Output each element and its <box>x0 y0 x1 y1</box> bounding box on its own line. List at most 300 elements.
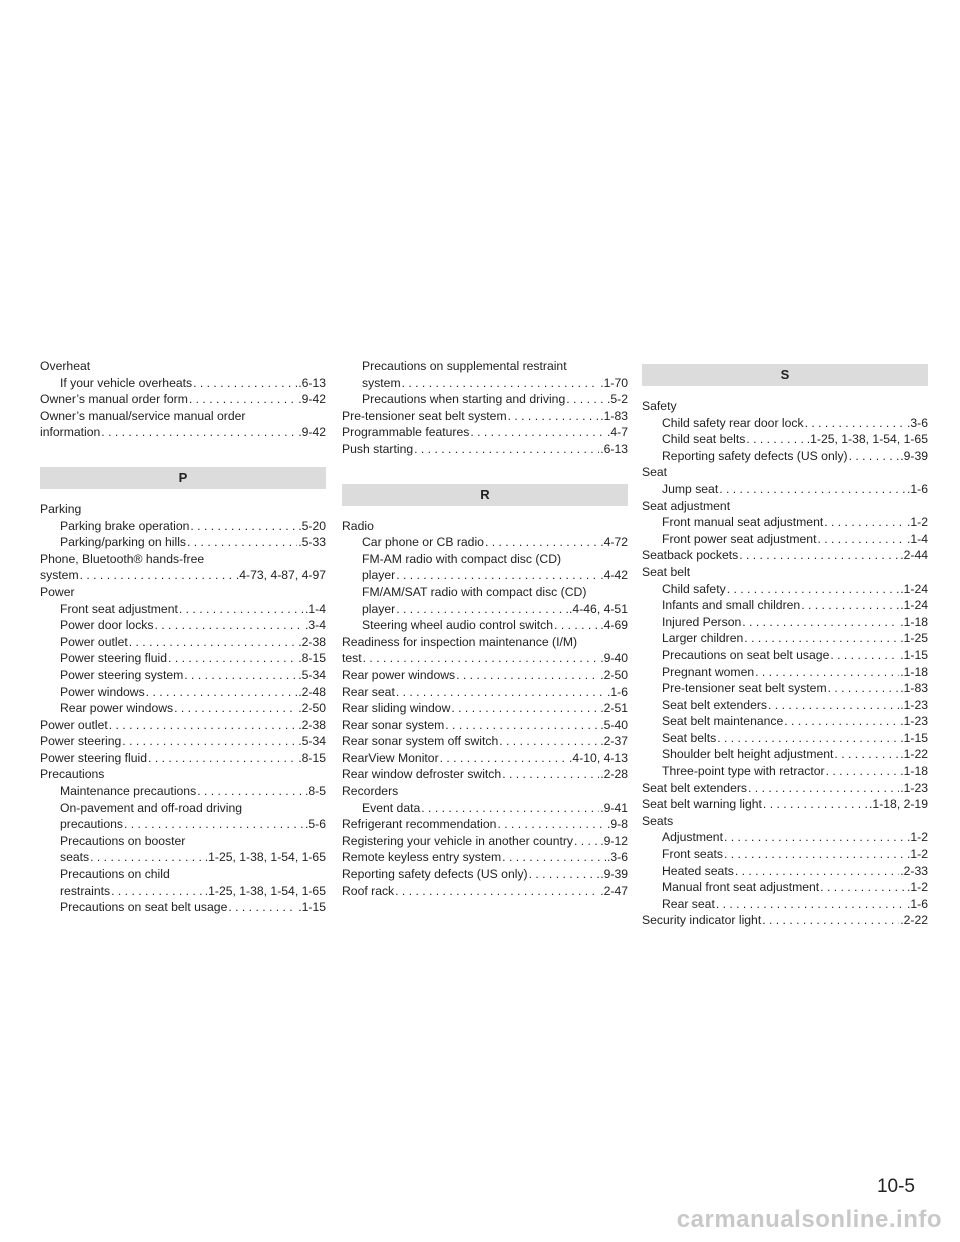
dot-leader <box>805 415 906 432</box>
entry-page-ref: .4-69 <box>600 618 628 633</box>
index-column-2 <box>342 358 628 899</box>
index-entry <box>40 684 326 701</box>
index-entry <box>642 763 928 780</box>
dot-leader <box>744 630 899 647</box>
entry-page-ref: .9-8 <box>606 817 628 832</box>
entry-term: Heated seats <box>662 863 734 878</box>
index-entry: Seat adjustment <box>642 498 731 513</box>
entry-page-ref: .1-4 <box>906 531 928 546</box>
index-entry <box>40 424 326 441</box>
entry-page-ref: .2-37 <box>600 734 628 749</box>
entry-term: system <box>40 568 79 583</box>
entry-term: Infants and small children <box>662 598 801 613</box>
index-entry: Precautions on booster <box>60 833 186 848</box>
index-entry <box>342 766 628 783</box>
dot-leader <box>727 581 900 598</box>
entry-page-ref: .1-18 <box>900 764 928 779</box>
index-entry <box>342 617 628 634</box>
index-entry: Precautions on child <box>60 867 170 882</box>
index-column-1 <box>40 358 326 916</box>
entry-page-ref: .4-73, 4-87, 4-97 <box>235 568 326 583</box>
dot-leader <box>735 863 899 880</box>
dot-leader <box>826 763 900 780</box>
dot-leader <box>363 650 600 667</box>
dot-leader <box>184 667 297 684</box>
index-entry: Seat <box>642 465 668 480</box>
entry-term: Event data <box>362 800 421 815</box>
index-entry <box>342 424 628 441</box>
dot-leader <box>716 896 906 913</box>
entry-term: Security indicator light <box>642 913 762 928</box>
index-entry <box>642 431 928 448</box>
index-entry: Power <box>40 584 75 599</box>
entry-term: system <box>362 375 401 390</box>
dot-leader <box>762 912 899 929</box>
dot-leader <box>124 816 304 833</box>
dot-leader <box>719 481 906 498</box>
index-entry <box>642 448 928 465</box>
watermark-logo: carmanualsonline.info <box>676 1206 942 1233</box>
entry-page-ref: .5-40 <box>600 717 628 732</box>
index-group <box>342 518 628 900</box>
dot-leader <box>830 647 899 664</box>
entry-term: Rear seat <box>342 684 395 699</box>
dot-leader <box>396 684 606 701</box>
dot-leader <box>763 796 868 813</box>
entry-page-ref: .2-33 <box>900 863 928 878</box>
index-column-3 <box>642 358 928 929</box>
dot-leader <box>724 846 906 863</box>
entry-page-ref: .3-4 <box>304 618 326 633</box>
entry-page-ref: .1-83 <box>900 681 928 696</box>
index-entry <box>642 547 928 564</box>
entry-term: Front seat adjustment <box>60 601 178 616</box>
entry-page-ref: .2-28 <box>600 767 628 782</box>
entry-page-ref: .2-50 <box>298 701 326 716</box>
entry-term: Child safety rear door lock <box>662 415 804 430</box>
dot-leader <box>197 783 304 800</box>
dot-leader <box>508 408 600 425</box>
entry-term: Precautions on seat belt usage <box>60 900 228 915</box>
dot-leader <box>824 514 906 531</box>
entry-term: Power windows <box>60 684 145 699</box>
entry-page-ref: .2-51 <box>600 701 628 716</box>
dot-leader <box>746 431 805 448</box>
entry-term: Pre-tensioner seat belt system <box>662 681 827 696</box>
index-entry <box>40 391 326 408</box>
dot-leader <box>470 424 606 441</box>
index-entry <box>642 647 928 664</box>
letter-heading-r: R <box>342 484 628 506</box>
dot-leader <box>445 717 599 734</box>
index-entry <box>342 816 628 833</box>
entry-page-ref: .5-33 <box>298 535 326 550</box>
entry-page-ref: .8-15 <box>298 651 326 666</box>
index-entry <box>642 829 928 846</box>
index-entry <box>642 863 928 880</box>
dot-leader <box>129 634 297 651</box>
dot-leader <box>755 664 899 681</box>
entry-page-ref: .1-2 <box>906 847 928 862</box>
index-entry <box>642 697 928 714</box>
entry-page-ref: .1-15 <box>900 647 928 662</box>
index-entry <box>40 700 326 717</box>
dot-leader <box>111 883 204 900</box>
dot-leader <box>396 601 568 618</box>
index-entry <box>642 680 928 697</box>
entry-page-ref: .9-39 <box>900 448 928 463</box>
entry-term: Roof rack <box>342 883 395 898</box>
index-entry <box>342 567 628 584</box>
index-entry <box>642 630 928 647</box>
dot-leader <box>502 849 606 866</box>
index-entry <box>642 780 928 797</box>
index-entry: Recorders <box>342 784 399 799</box>
entry-term: Pregnant women <box>662 664 755 679</box>
letter-heading-p: P <box>40 467 326 489</box>
index-entry <box>642 879 928 896</box>
entry-term: Child seat belts <box>662 432 746 447</box>
dot-leader <box>574 833 599 850</box>
entry-term: Seatback pockets <box>642 548 739 563</box>
index-entry <box>40 717 326 734</box>
index-entry <box>40 601 326 618</box>
entry-page-ref: .2-50 <box>600 667 628 682</box>
entry-term: Seat belt warning light <box>642 797 762 812</box>
entry-term: Owner’s manual order form <box>40 392 188 407</box>
entry-term: Refrigerant recommendation <box>342 817 497 832</box>
entry-page-ref: .2-44 <box>900 548 928 563</box>
dot-leader <box>739 547 899 564</box>
entry-term: Injured Person <box>662 614 742 629</box>
index-entry: Safety <box>642 399 677 413</box>
entry-page-ref: .1-6 <box>606 684 628 699</box>
entry-page-ref: .5-34 <box>298 734 326 749</box>
dot-leader <box>90 849 204 866</box>
dot-leader <box>497 816 606 833</box>
index-entry <box>342 866 628 883</box>
entry-term: Rear seat <box>662 896 715 911</box>
index-entry <box>642 581 928 598</box>
index-entry <box>642 796 928 813</box>
index-entry: Readiness for inspection maintenance (I/M) <box>342 634 578 649</box>
entry-term: Power outlet <box>60 634 128 649</box>
entry-page-ref: .4-10, 4-13 <box>569 750 628 765</box>
dot-leader <box>485 534 599 551</box>
entry-term: Front manual seat adjustment <box>662 515 824 530</box>
entry-page-ref: .5-2 <box>606 392 628 407</box>
entry-page-ref: .3-6 <box>906 415 928 430</box>
entry-page-ref: .9-42 <box>298 392 326 407</box>
entry-page-ref: .1-25, 1-38, 1-54, 1-65 <box>204 850 326 865</box>
entry-page-ref: .5-6 <box>304 817 326 832</box>
entry-page-ref: .1-23 <box>900 714 928 729</box>
entry-term: information <box>40 425 101 440</box>
entry-page-ref: .1-24 <box>900 598 928 613</box>
dot-leader <box>724 829 906 846</box>
entry-term: Front seats <box>662 847 723 862</box>
index-entry <box>40 750 326 767</box>
entry-term: Seat belt maintenance <box>662 714 784 729</box>
entry-page-ref: .4-72 <box>600 535 628 550</box>
index-entry <box>342 833 628 850</box>
index-entry <box>342 441 628 458</box>
dot-leader <box>566 391 606 408</box>
dot-leader <box>187 534 297 551</box>
entry-term: Rear window defroster switch <box>342 767 502 782</box>
entry-page-ref: .4-46, 4-51 <box>569 601 628 616</box>
entry-term: Push starting <box>342 441 414 456</box>
index-entry: Phone, Bluetooth® hands-free <box>40 551 205 566</box>
entry-page-ref: .1-25, 1-38, 1-54, 1-65 <box>806 432 928 447</box>
index-entry: Overheat <box>40 359 91 373</box>
index-entry <box>642 514 928 531</box>
index-entry <box>40 816 326 833</box>
index-entry <box>40 849 326 866</box>
index-entry <box>342 375 628 392</box>
entry-term: Three-point type with retractor <box>662 764 825 779</box>
dot-leader <box>440 750 568 767</box>
dot-leader <box>122 733 297 750</box>
entry-page-ref: .1-23 <box>900 780 928 795</box>
index-entry <box>342 391 628 408</box>
index-entry: Radio <box>342 518 374 533</box>
dot-leader <box>174 700 297 717</box>
entry-page-ref: .1-24 <box>900 581 928 596</box>
entry-page-ref: .1-15 <box>900 730 928 745</box>
entry-page-ref: .4-42 <box>600 568 628 583</box>
entry-page-ref: .1-23 <box>900 697 928 712</box>
entry-page-ref: .6-13 <box>298 375 326 390</box>
index-entry: Owner’s manual/service manual order <box>40 408 246 423</box>
dot-leader <box>179 601 304 618</box>
index-group <box>642 398 928 929</box>
dot-leader <box>768 697 899 714</box>
entry-term: If your vehicle overheats <box>60 375 193 390</box>
entry-term: Seat belt extenders <box>662 697 768 712</box>
entry-page-ref: .1-83 <box>600 408 628 423</box>
dot-leader <box>148 750 297 767</box>
entry-page-ref: .8-5 <box>304 784 326 799</box>
entry-term: Power steering fluid <box>40 750 148 765</box>
dot-leader <box>784 713 899 730</box>
index-entry <box>40 650 326 667</box>
entry-term: Programmable features <box>342 425 470 440</box>
index-entry <box>342 408 628 425</box>
entry-page-ref: .2-38 <box>298 634 326 649</box>
index-entry <box>642 597 928 614</box>
index-entry <box>40 883 326 900</box>
dot-leader <box>421 800 599 817</box>
entry-term: Power door locks <box>60 618 154 633</box>
index-entry <box>342 534 628 551</box>
index-entry <box>40 634 326 651</box>
entry-term: Jump seat <box>662 481 719 496</box>
index-entry <box>40 567 326 584</box>
entry-page-ref: .2-38 <box>298 717 326 732</box>
dot-leader <box>529 866 600 883</box>
index-entry <box>40 375 326 392</box>
index-entry <box>642 664 928 681</box>
index-entry <box>642 415 928 432</box>
entry-page-ref: .2-47 <box>600 883 628 898</box>
dot-leader <box>190 518 297 535</box>
entry-term: Power steering system <box>60 667 184 682</box>
index-entry <box>642 531 928 548</box>
entry-page-ref: .1-18, 2-19 <box>869 797 928 812</box>
entry-term: seats <box>60 850 90 865</box>
dot-leader <box>109 717 297 734</box>
entry-term: Registering your vehicle in another country <box>342 833 574 848</box>
dot-leader <box>154 617 304 634</box>
index-entry <box>40 534 326 551</box>
index-entry <box>342 650 628 667</box>
dot-leader <box>228 899 297 916</box>
dot-leader <box>748 780 899 797</box>
entry-term: RearView Monitor <box>342 750 439 765</box>
entry-term: Car phone or CB radio <box>362 535 484 550</box>
entry-term: Rear power windows <box>60 701 174 716</box>
entry-term: Adjustment <box>662 830 723 845</box>
entry-page-ref: .1-2 <box>906 830 928 845</box>
index-entry: FM-AM radio with compact disc (CD) <box>362 551 562 566</box>
dot-leader <box>717 730 899 747</box>
index-entry <box>642 481 928 498</box>
index-entry <box>342 849 628 866</box>
dot-leader <box>189 391 297 408</box>
dot-leader <box>395 883 599 900</box>
dot-leader <box>146 684 298 701</box>
index-entry <box>40 899 326 916</box>
entry-term: Reporting safety defects (US only) <box>342 867 528 882</box>
entry-term: Power steering <box>40 734 122 749</box>
dot-leader <box>742 614 899 631</box>
index-entry <box>642 846 928 863</box>
dot-leader <box>101 424 297 441</box>
entry-page-ref: .9-39 <box>600 867 628 882</box>
index-entry <box>342 800 628 817</box>
index-entry <box>342 717 628 734</box>
entry-page-ref: .1-22 <box>900 747 928 762</box>
index-entry <box>40 783 326 800</box>
index-entry <box>40 733 326 750</box>
entry-term: player <box>362 568 396 583</box>
entry-term: Maintenance precautions <box>60 784 197 799</box>
dot-leader <box>414 441 599 458</box>
entry-term: Pre-tensioner seat belt system <box>342 408 507 423</box>
entry-term: restraints <box>60 883 111 898</box>
entry-page-ref: .6-13 <box>600 441 628 456</box>
index-entry: FM/AM/SAT radio with compact disc (CD) <box>362 584 587 599</box>
entry-term: Remote keyless entry system <box>342 850 502 865</box>
entry-term: Manual front seat adjustment <box>662 880 820 895</box>
entry-term: Child safety <box>662 581 726 596</box>
dot-leader <box>193 375 297 392</box>
index-entry <box>642 896 928 913</box>
index-entry <box>342 601 628 618</box>
entry-page-ref: .9-42 <box>298 425 326 440</box>
index-entry <box>342 883 628 900</box>
entry-page-ref: .1-25, 1-38, 1-54, 1-65 <box>204 883 326 898</box>
index-entry <box>342 750 628 767</box>
entry-page-ref: .1-6 <box>906 896 928 911</box>
index-entry <box>642 614 928 631</box>
entry-term: Larger children <box>662 631 744 646</box>
dot-leader <box>402 375 600 392</box>
index-entry: Seats <box>642 813 674 828</box>
letter-heading-s: S <box>642 364 928 386</box>
index-entry <box>342 667 628 684</box>
entry-term: Parking/parking on hills <box>60 535 187 550</box>
dot-leader <box>80 567 235 584</box>
index-entry <box>40 617 326 634</box>
entry-page-ref: .9-41 <box>600 800 628 815</box>
entry-page-ref: .1-15 <box>298 900 326 915</box>
entry-term: test <box>342 651 362 666</box>
entry-term: player <box>362 601 396 616</box>
entry-term: Seat belts <box>662 730 717 745</box>
page-number: 10-5 <box>876 1176 915 1197</box>
index-entry: Parking <box>40 501 82 516</box>
dot-leader <box>502 766 599 783</box>
entry-term: Precautions on seat belt usage <box>662 647 830 662</box>
entry-page-ref: .1-18 <box>900 664 928 679</box>
entry-page-ref: .1-70 <box>600 375 628 390</box>
entry-page-ref: .2-22 <box>900 913 928 928</box>
index-entry <box>342 700 628 717</box>
entry-page-ref: .1-2 <box>906 880 928 895</box>
dot-leader <box>817 531 906 548</box>
dot-leader <box>820 879 906 896</box>
entry-term: Steering wheel audio control switch <box>362 618 554 633</box>
entry-term: Shoulder belt height adjustment <box>662 747 834 762</box>
entry-page-ref: .3-6 <box>606 850 628 865</box>
index-entry <box>642 730 928 747</box>
entry-page-ref: .1-25 <box>900 631 928 646</box>
index-entry <box>40 667 326 684</box>
index-entry <box>342 684 628 701</box>
entry-page-ref: .1-2 <box>906 515 928 530</box>
entry-page-ref: .1-4 <box>304 601 326 616</box>
entry-page-ref: .5-34 <box>298 667 326 682</box>
dot-leader <box>168 650 297 667</box>
entry-term: Rear power windows <box>342 667 456 682</box>
index-entry <box>642 713 928 730</box>
entry-term: precautions <box>60 817 124 832</box>
entry-page-ref: .8-15 <box>298 750 326 765</box>
index-group <box>342 358 628 458</box>
entry-page-ref: .9-40 <box>600 651 628 666</box>
dot-leader <box>554 617 599 634</box>
entry-page-ref: .4-7 <box>606 425 628 440</box>
index-entry: On-pavement and off-road driving <box>60 800 243 815</box>
entry-page-ref: .5-20 <box>298 518 326 533</box>
index-entry: Precautions <box>40 767 105 782</box>
index-entry <box>642 912 928 929</box>
entry-term: Rear sonar system <box>342 717 445 732</box>
entry-term: Rear sliding window <box>342 701 451 716</box>
entry-term: Power outlet <box>40 717 108 732</box>
dot-leader <box>456 667 599 684</box>
entry-page-ref: .2-48 <box>298 684 326 699</box>
dot-leader <box>499 733 599 750</box>
index-entry <box>342 733 628 750</box>
index-entry <box>642 746 928 763</box>
entry-page-ref: .1-18 <box>900 614 928 629</box>
index-entry: Seat belt <box>642 564 691 579</box>
entry-term: Front power seat adjustment <box>662 531 817 546</box>
entry-term: Parking brake operation <box>60 518 190 533</box>
